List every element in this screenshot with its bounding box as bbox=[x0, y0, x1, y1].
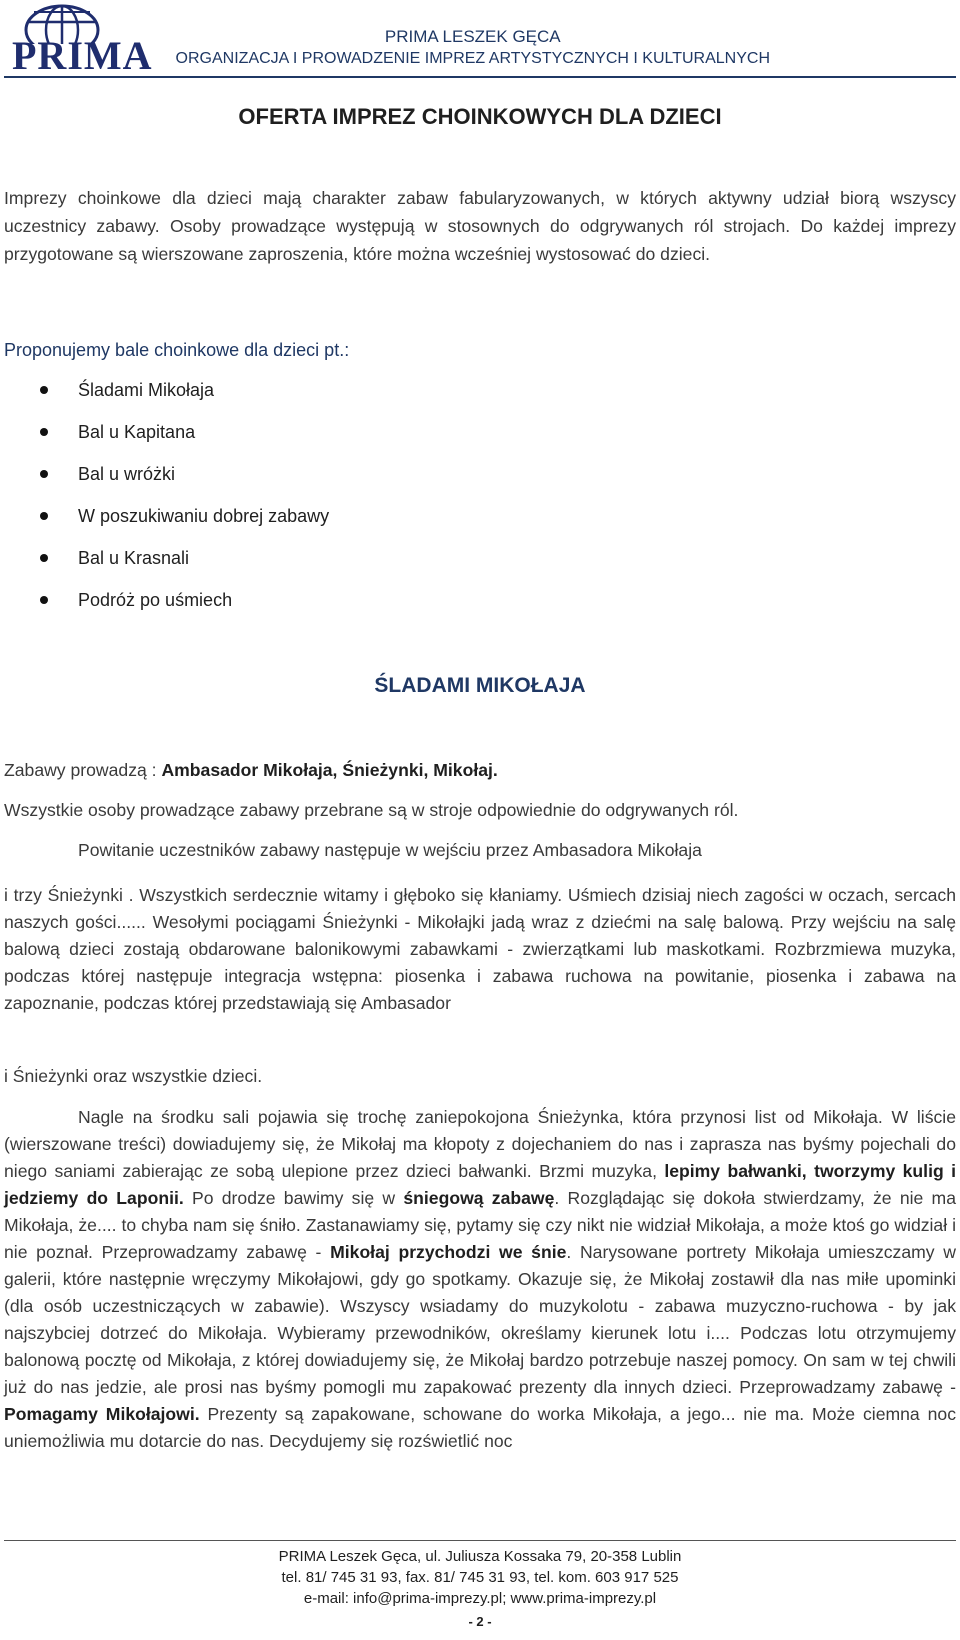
bullet-dot-icon bbox=[40, 470, 48, 478]
page-number: - 2 - bbox=[468, 1614, 492, 1629]
footer-divider bbox=[4, 1540, 956, 1541]
list-item-label: Bal u Kapitana bbox=[78, 422, 196, 442]
list-item-label: Bal u wróżki bbox=[78, 464, 176, 484]
story-text: Nagle na środku sali pojawia się trochę zaniepokojona Śnieżynka, która przynosi list od Mikołaja. W liście (wierszowane treści) dowiadujemy się, że Mikołaj ma kłopoty z dojechaniem do nas i zaprasza nas byśmy pojechali do niego saniami zabierając ze sobą ulepione przez dzieci bałwanki. Brzmi muzyka, bbox=[4, 1107, 956, 1181]
story-text: Po drodze bawimy się w bbox=[183, 1188, 404, 1208]
story-bold: lepimy bałwanki, tworzymy kulig i jedziemy do Laponii. bbox=[4, 1161, 956, 1208]
welcome-paragraph: i trzy Śnieżynki . Wszystkich serdecznie witamy i głęboko się kłaniamy. Uśmiech dzisiaj niech zagości w oczach, sercach naszych gości...... Wesołymi pociągami Śnieżynki - Mikołajki jadą wraz z dziećmi na salę balową. Przy wejściu na salę balową dzieci zostają obdarowane balonikowymi zabawkami - zwierzątkami lub maskotkami. Rozbrzmiewa muzyka, podczas której następuje integracja wstępna: piosenka i zabawa ruchowa na powitanie, piosenka i zabawa na zapoznanie, podczas której przedstawiają się Ambasador bbox=[4, 885, 956, 1013]
welcome-paragraph-end: i Śnieżynki oraz wszystkie dzieci. bbox=[4, 1066, 263, 1086]
logo-wordmark: PRIMA bbox=[12, 33, 153, 78]
footer-phones: tel. 81/ 745 31 93, fax. 81/ 745 31 93, tel. kom. 603 917 525 bbox=[281, 1569, 679, 1586]
hosts-prefix: Zabawy prowadzą : bbox=[4, 760, 162, 780]
ball-list bbox=[40, 378, 329, 630]
company-logo bbox=[8, 2, 153, 78]
footer-address: PRIMA Leszek Gęca, ul. Juliusza Kossaka 79, 20-358 Lublin bbox=[278, 1548, 682, 1565]
story-bold: śniegową zabawę bbox=[403, 1188, 555, 1208]
letterhead bbox=[176, 26, 770, 70]
company-name: PRIMA LESZEK GĘCA bbox=[384, 27, 561, 46]
list-item-label: W poszukiwaniu dobrej zabawy bbox=[78, 506, 330, 526]
footer bbox=[0, 1546, 960, 1609]
list-item bbox=[40, 420, 329, 462]
bullet-dot-icon bbox=[40, 554, 48, 562]
story-bold: Pomagamy Mikołajowi. bbox=[4, 1404, 200, 1424]
story-text: . Rozglądając się dokoła stwierdzamy, że nie ma Mikołaja, że.... to chyba nam się śniło. Zastanawiamy się, pytamy się czy nikt nie widział Mikołaja, a może ktoś go widział i nie poznał. Przeprowadzamy zabawę - bbox=[4, 1188, 956, 1262]
bullet-dot-icon bbox=[40, 386, 48, 394]
list-item bbox=[40, 378, 329, 420]
story-text: . Narysowane portrety Mikołaja umieszczamy w galerii, które następnie wręczymy Mikołajowi, gdy go spotkamy. Okazuje się, że Mikołaj zostawił dla nas miłe upominki (dla osób uczestniczących w zabawie). Wszyscy wsiadamy do muzykolotu - zabawa muzyczno-ruchowa - by jak najszybciej dotrzeć do Mikołaja. Wybieramy przewodników, określamy kierunek lotu i.... Podczas lotu otrzymujemy balonową pocztę od Mikołaja, z której dowiadujemy się, że Mikołaj bardzo potrzebuje naszej pomocy. On sam w tej chwili już do nas jedzie, ale prosi nas byśmy pomogli mu zapakować prezenty dla innych dzieci. Przeprowadzamy zabawę - bbox=[4, 1242, 956, 1397]
intro-paragraph: Imprezy choinkowe dla dzieci mają charakter zabaw fabularyzowanych, w których aktywny udział biorą wszyscy uczestnicy zabawy. Osoby prowadzące występują w stosownych do odgrywanych ról strojach. Do każdej imprezy przygotowane są wierszowane zaproszenia, które można wcześniej wystosować do dzieci. bbox=[4, 188, 956, 264]
story-bold: Mikołaj przychodzi we śnie bbox=[330, 1242, 567, 1262]
header-divider bbox=[4, 76, 956, 78]
welcome-line: Powitanie uczestników zabawy następuje w wejściu przez Ambasadora Mikołaja bbox=[78, 840, 702, 860]
list-item bbox=[40, 504, 329, 546]
list-item-label: Bal u Krasnali bbox=[78, 548, 190, 568]
hosts-line bbox=[4, 760, 498, 781]
list-item bbox=[40, 462, 329, 504]
bullet-dot-icon bbox=[40, 596, 48, 604]
company-subtitle: ORGANIZACJA I PROWADZENIE IMPREZ ARTYSTYCZNYCH I KULTURALNYCH bbox=[175, 50, 770, 67]
story-text: Prezenty są zapakowane, schowane do worka Mikołaja, a jego... nie ma. Może ciemna noc uniemożliwia mu dotarcie do nas. Decydujemy się rozświetlić noc bbox=[4, 1404, 956, 1451]
costumes-line: Wszystkie osoby prowadzące zabawy przebrane są w stroje odpowiednie do odgrywanych ról. bbox=[4, 800, 739, 820]
list-item-label: Śladami Mikołaja bbox=[78, 380, 215, 400]
bullet-dot-icon bbox=[40, 512, 48, 520]
list-item-label: Podróż po uśmiech bbox=[78, 590, 233, 610]
document-title: OFERTA IMPREZ CHOINKOWYCH DLA DZIECI bbox=[238, 104, 722, 129]
hosts-names: Ambasador Mikołaja, Śnieżynki, Mikołaj. bbox=[161, 760, 498, 780]
list-item bbox=[40, 546, 329, 588]
footer-contact: e-mail: info@prima-imprezy.pl; www.prima-imprezy.pl bbox=[303, 1590, 657, 1607]
bullet-dot-icon bbox=[40, 428, 48, 436]
proposal-heading: Proponujemy bale choinkowe dla dzieci pt.: bbox=[4, 340, 350, 360]
story-paragraph bbox=[4, 1104, 956, 1455]
list-item bbox=[40, 588, 329, 630]
section-title: ŚLADAMI MIKOŁAJA bbox=[374, 674, 586, 697]
